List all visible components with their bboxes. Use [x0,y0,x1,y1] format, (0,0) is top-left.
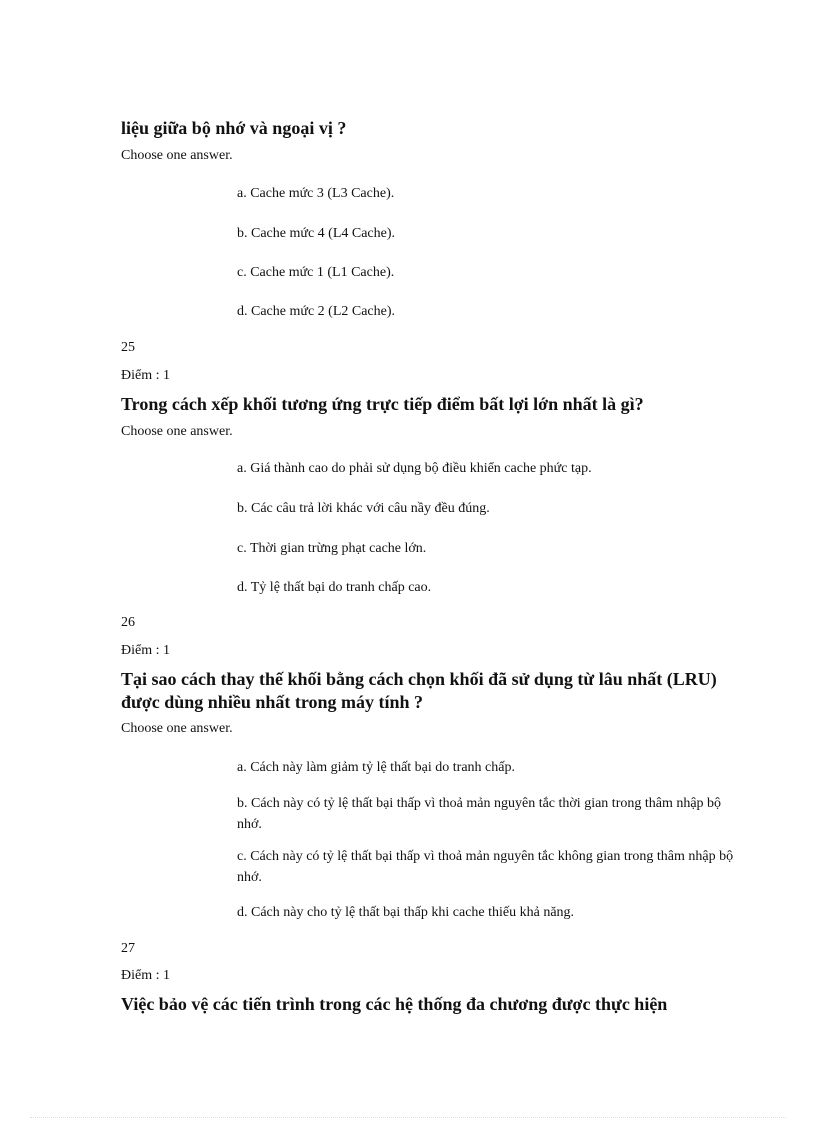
question-25-number: 25 [121,340,135,355]
question-24-option-b[interactable]: b. Cache mức 4 (L4 Cache). [237,226,396,241]
question-26-option-d[interactable]: d. Cách này cho tỷ lệ thất bại thấp khi cache thiếu khả năng. [237,905,575,920]
question-24-option-c[interactable]: c. Cache mức 1 (L1 Cache). [237,265,395,280]
question-26-option-a[interactable]: a. Cách này làm giảm tỷ lệ thất bại do tranh chấp. [237,760,515,775]
question-26-option-b[interactable]: b. Cách này có tỷ lệ thất bại thấp vì thoả mản nguyên tắc thời gian trong thâm nhập bộ nhớ. [237,796,722,832]
question-25-option-d[interactable]: d. Tỷ lệ thất bại do tranh chấp cao. [237,580,432,595]
question-24-option-d[interactable]: d. Cache mức 2 (L2 Cache). [237,304,396,319]
question-27-score: Điểm : 1 [121,968,170,983]
question-26-prompt: Choose one answer. [121,721,233,736]
question-25-title: Trong cách xếp khối tương ứng trực tiếp điểm bất lợi lớn nhất là gì? [121,394,644,414]
question-26-number: 26 [121,615,135,630]
question-25-option-b[interactable]: b. Các câu trả lời khác với câu nầy đều đúng. [237,501,490,516]
question-24-title: liệu giữa bộ nhớ và ngoại vị ? [121,118,347,138]
question-24-option-a[interactable]: a. Cache mức 3 (L3 Cache). [237,186,395,201]
question-25-score: Điểm : 1 [121,368,170,383]
question-27-number: 27 [121,941,135,956]
question-24-prompt: Choose one answer. [121,148,233,163]
question-27-title: Việc bảo vệ các tiến trình trong các hệ thống đa chương được thực hiện [121,994,668,1014]
question-25-option-c[interactable]: c. Thời gian trừng phạt cache lớn. [237,541,427,556]
page-bottom-divider [30,1117,786,1118]
question-25-prompt: Choose one answer. [121,424,233,439]
question-26-score: Điểm : 1 [121,643,170,658]
question-26-title: Tại sao cách thay thế khối bằng cách chọn khối đã sử dụng từ lâu nhất (LRU) được dùng nhiều nhất trong máy tính ? [121,669,717,712]
question-25-option-a[interactable]: a. Giá thành cao do phải sử dụng bộ điều khiển cache phức tạp. [237,461,592,476]
question-26-option-c[interactable]: c. Cách này có tỷ lệ thất bại thấp vì thoả mản nguyên tắc không gian trong thâm nhập bộ nhớ. [237,849,734,885]
